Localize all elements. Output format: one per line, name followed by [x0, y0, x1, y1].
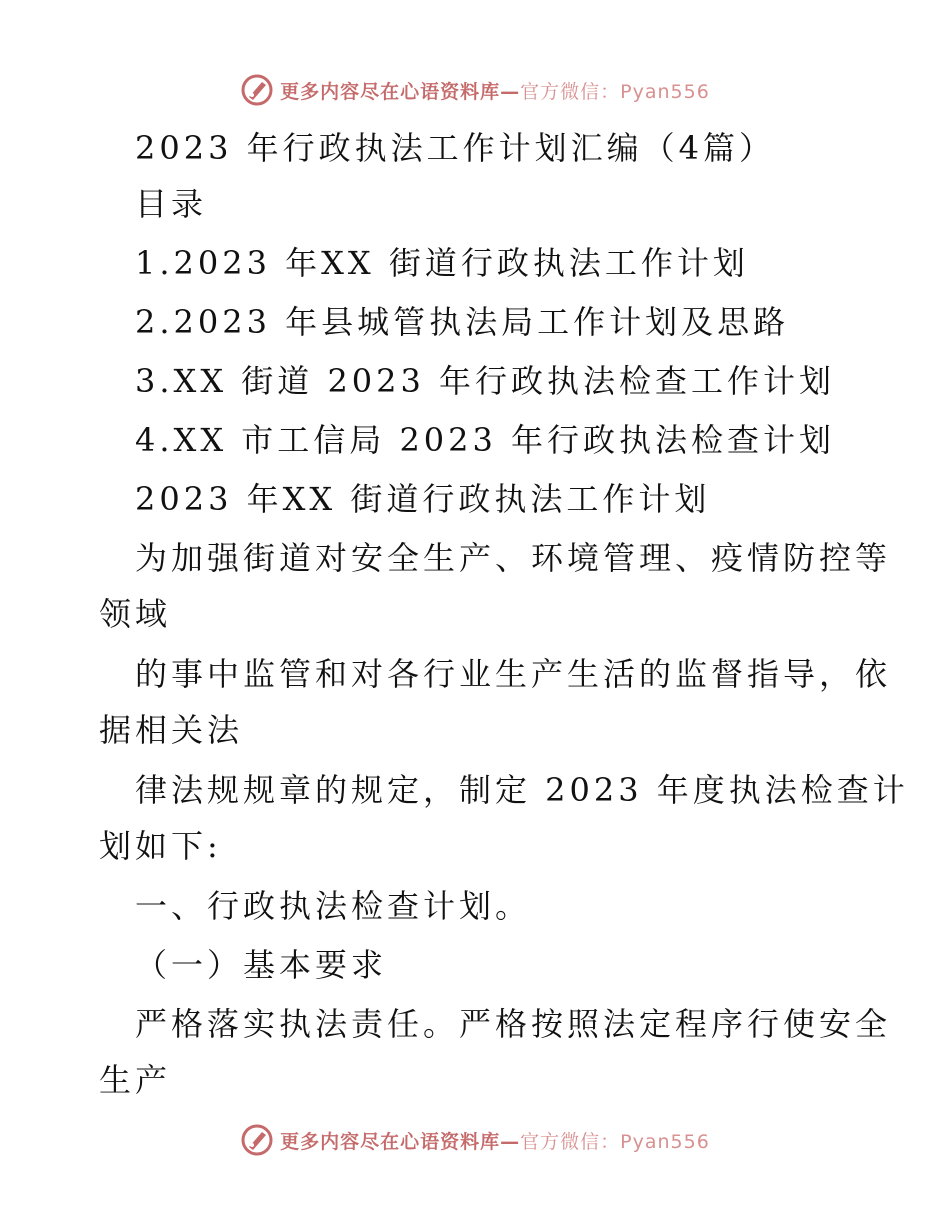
paragraph-line: 据相关法 [99, 711, 244, 749]
paragraph-line: 生产 [99, 1061, 172, 1099]
watermark-text: 更多内容尽在心语资料库— [280, 80, 521, 103]
subsection-heading: （一）基本要求 [135, 946, 388, 984]
pen-logo-icon [240, 1123, 274, 1157]
toc-heading: 目录 [135, 185, 208, 223]
paragraph-line: 领域 [99, 595, 172, 633]
watermark-contact: 官方微信：Pyan556 [520, 1130, 710, 1153]
paragraph-line: 的事中监管和对各行业生产生活的监督指导，依 [135, 655, 892, 693]
paragraph-line: 律法规规章的规定，制定 2023 年度执法检查计 [135, 771, 909, 809]
paragraph-line: 严格落实执法责任。严格按照法定程序行使安全 [135, 1005, 892, 1043]
watermark-text: 更多内容尽在心语资料库— [280, 1130, 521, 1153]
pen-logo-icon [240, 73, 274, 107]
section-heading: 一、行政执法检查计划。 [135, 887, 532, 925]
toc-item: 1.2023 年XX 街道行政执法工作计划 [135, 244, 749, 282]
paragraph-line: 为加强街道对安全生产、环境管理、疫情防控等 [135, 539, 892, 577]
header-watermark [0, 70, 950, 110]
footer-watermark [0, 1120, 950, 1160]
toc-item: 2.2023 年县城管执法局工作计划及思路 [135, 303, 790, 341]
document-title: 2023 年行政执法工作计划汇编（4篇） [135, 129, 775, 167]
watermark-contact: 官方微信：Pyan556 [520, 80, 710, 103]
section-title: 2023 年XX 街道行政执法工作计划 [135, 480, 711, 518]
toc-item: 4.XX 市工信局 2023 年行政执法检查计划 [135, 421, 836, 459]
paragraph-line: 划如下: [99, 827, 222, 865]
toc-item: 3.XX 街道 2023 年行政执法检查工作计划 [135, 362, 836, 400]
